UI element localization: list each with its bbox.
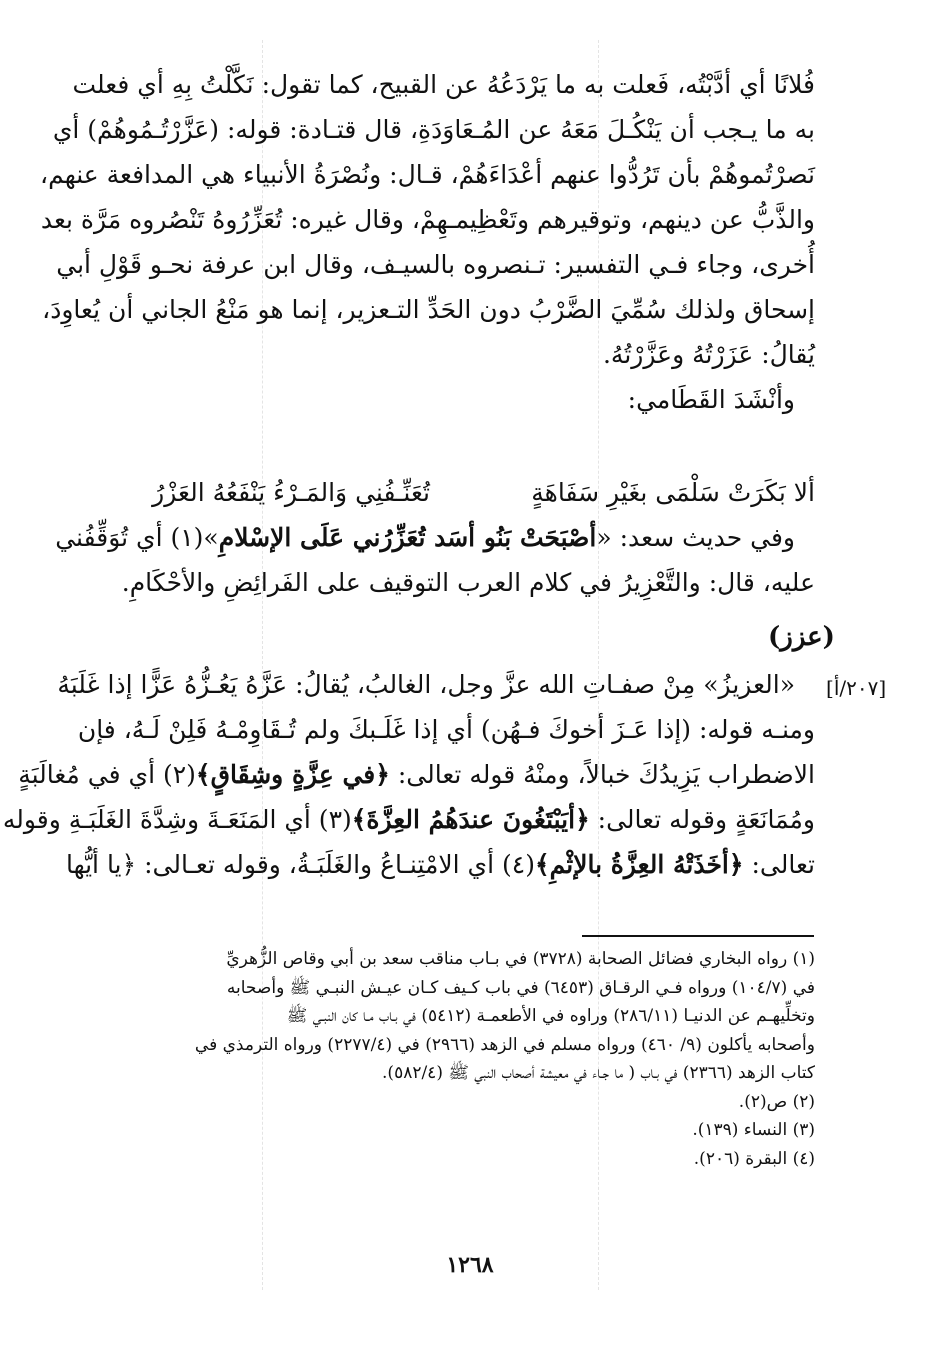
hadith-quote: أصْبَحَتْ بَنُو أسَد تُعَزِّرُني عَلَى الإسْلامِ xyxy=(218,523,597,552)
text-line: الاضطراب يَزِيدُكَ خبالاً، ومنْهُ قوله تعالى: ﴿في عِزَّةٍ وشِقَاقٍ﴾(٢) أي في مُغالَبَةٍ xyxy=(18,760,815,789)
poetry-verse xyxy=(100,470,815,515)
text-line: به ما يـجب أن يَنْكُـلَ مَعَهُ عن المُـعَاوَدَةِ، قال قتـادة: قوله: (عَزَّرْتُـمُوهُمْ) أي xyxy=(52,115,815,144)
hadith-line: عليه، قال: والتَّعْزِيرُ في كلام العرب التوقيف على الفَرائِضِ والأحْكَامِ. xyxy=(121,568,815,597)
text-line: أُخرى، وجاء فـي التفسير: تـنصروه بالسيـف، وقال ابن عرفة نحـو قَوْلِ أبي xyxy=(56,250,815,279)
quran-quote: ﴿في عِزَّةٍ وشِقَاقٍ﴾ xyxy=(195,760,390,789)
text-line: «العزيزُ» مِنْ صفـاتِ الله عزَّ وجل، الغالبُ، يُقالُ: عَزَّهُ يَعُـزُّهُ عَزًّا إذا غَلَبَهُ xyxy=(57,670,795,699)
manuscript-folio-ref: [٢٠٧/أ] xyxy=(826,676,887,700)
footnote-separator xyxy=(582,935,814,937)
entry-heading: (عزز) xyxy=(767,622,835,652)
footnote-line: (٤) البقرة (٢٠٦). xyxy=(693,1148,815,1169)
text-line: ومُمَانَعَةٍ وقوله تعالى: ﴿أيَبْتَغُونَ عندَهُمُ العِزَّةَ﴾(٣) أي المَنَعَـةَ وشِدَّةَ الغَلَبَـةِ وقوله xyxy=(2,805,815,834)
quran-quote: ﴿أيَبْتَغُونَ عندَهُمُ العِزَّةَ﴾ xyxy=(351,805,590,834)
hadith-block xyxy=(55,515,815,605)
verse-first-hemistich: ألا بَكَرَتْ سَلْمَى بغَيْرِ سَفَاهَةٍ xyxy=(531,478,815,507)
quran-quote: ﴿أخَذَتْهُ العِزَّةُ بالإثْمِ﴾ xyxy=(534,850,744,879)
footnote-line: كتاب الزهد (٢٣٦٦) في بـاب ( ما جـاء في معيشة أصحاب النبي ﷺ (٥٨٢/٤). xyxy=(382,1063,815,1083)
footnote-line: وتخلِّيهـم عن الدنيـا (٢٨٦/١١) وراوه في الأطعمـة (٥٤١٢) في بـاب مـا كان النبـي ﷺ xyxy=(286,1006,815,1026)
text-line: تعالى: ﴿أخَذَتْهُ العِزَّةُ بالإثْمِ﴾(٤) أي الامْتِنـاعُ والغَلَبَـةُ، وقوله تعـالى: ﴿يا أيُّها xyxy=(65,850,815,879)
hadith-continuation: »(١) أي تُوَقِّفُني xyxy=(55,523,219,552)
text-line: والذَّبُّ عن دينهم، وتوقيرهم وتَعْظِيمـهِمْ، وقال غيره: تُعَزِّرُوهُ تَنْصُروه مَرَّة بعد xyxy=(40,205,815,234)
text-line: فُلانًا أي أدَّبْتُه، فَعلت به ما يَرْدَعُهُ عن القبيح، كما تقول: نَكَّلْتُ بِهِ أي فعلت xyxy=(72,70,815,99)
text-line: ومنـه قوله: (إذا عَـزَ أخوكَ فـهُن) أي إذا غَلَـبكَ ولم تُـقَاوِمْـهُ فَلِنْ لَـهُ، فإن xyxy=(77,715,815,744)
footnote-line: (٣) النساء (١٣٩). xyxy=(692,1120,815,1140)
verse-intro: وأنْشَدَ القَطَامي: xyxy=(627,385,795,414)
text-line: إسحاق ولذلك سُمِّيَ الضَّرْبُ دون الحَدِّ التـعزير، إنما هو مَنْعُ الجاني أن يُعاوِدَ، xyxy=(42,295,815,324)
hadith-line xyxy=(55,515,815,560)
hadith-intro: وفي حديث سعد: « xyxy=(596,523,795,552)
page-number: ١٢٦٨ xyxy=(446,1252,494,1278)
main-text-block xyxy=(40,62,815,422)
entry-text-block xyxy=(2,662,815,887)
text-line: نَصرْتُموهُمْ بأن تَرُدُّوا عنهم أعْدَاءَهُمْ، قـال: ونُصْرَةُ الأنبياء هي المدافعة عنهم، xyxy=(40,160,815,189)
footnote-line: (١) رواه البخاري فضائل الصحابة (٣٧٢٨) في بـاب مناقب سعد بن أبي وقاص الزُّهريِّ xyxy=(226,949,815,969)
footnotes xyxy=(100,945,815,1173)
verse-second-hemistich: تُعَنِّـفُنِي وَالمَـرْءُ يَنْفَعُهُ العَزْرُ xyxy=(152,478,430,507)
text-line: يُقالُ: عَزَرْتُهُ وعَزَّرْتُهُ. xyxy=(602,340,815,369)
footnote-line: وأصحابه يأكلون (٩/ ٤٦٠) ورواه مسلم في الزهد (٢٩٦٦) في (٢٢٧٧/٤) ورواه الترمذي في xyxy=(194,1034,815,1055)
footnote-line: (٢) ص(٢). xyxy=(738,1091,815,1112)
footnote-line: في (١٠٤/٧) ورواه فـي الرقـاق (٦٤٥٣) في باب كـيف كـان عيـش النبـي ﷺ وأصحابه xyxy=(226,977,815,998)
